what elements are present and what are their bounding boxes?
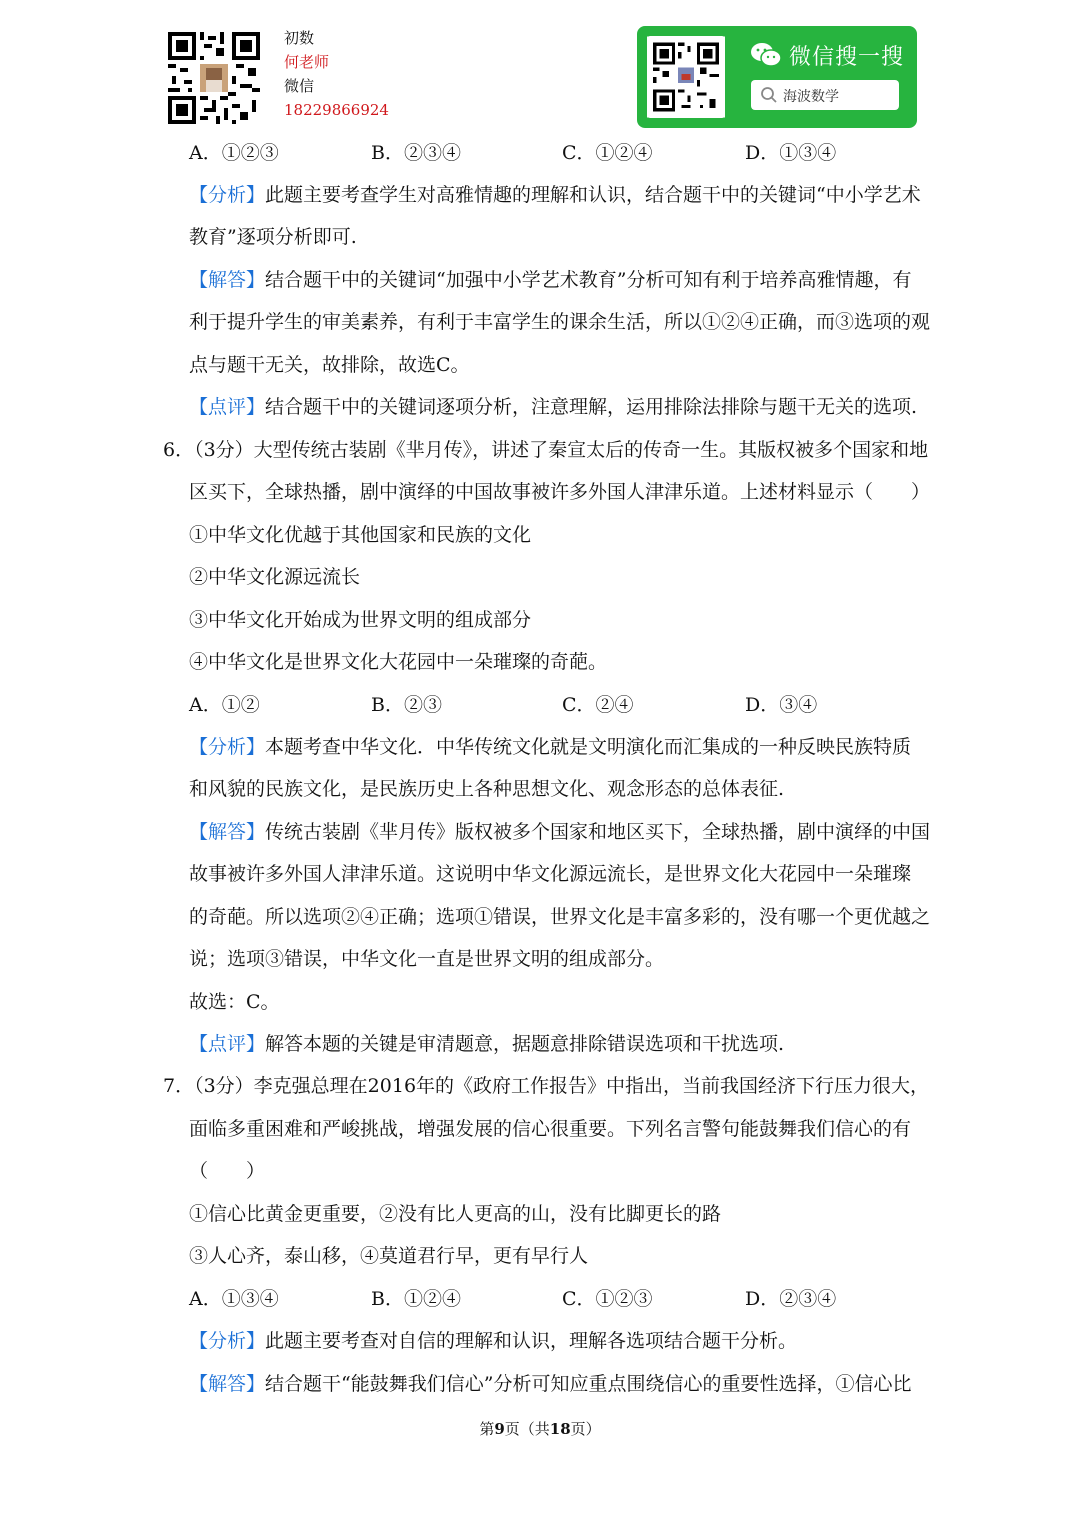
q6-option-a: A．①② — [189, 694, 260, 716]
q6-option-b: B．②③ — [371, 694, 442, 716]
comment-tag: 【点评】 — [189, 1033, 266, 1055]
q6-answer-line-3: 的奇葩。所以选项②④正确；选项①错误，世界文化是丰富多彩的，没有哪一个更优越之 — [189, 906, 931, 928]
q7-answer-line-1 — [189, 1371, 911, 1397]
analysis-tag: 【分析】 — [189, 1330, 266, 1352]
contact-teacher: 何老师 — [284, 53, 330, 71]
q6-comment-line — [189, 1031, 784, 1057]
q6-analysis-line-1 — [189, 734, 911, 760]
text: 结合题干“能鼓舞我们信心”分析可知应重点围绕信心的重要性选择，①信心比 — [265, 1373, 912, 1395]
text: 传统古装剧《芈月传》版权被多个国家和地区买下，全球热播，剧中演绎的中国 — [265, 821, 931, 843]
contact-phone: 18229866924 — [284, 101, 389, 119]
total-pages: 18 — [549, 1420, 571, 1438]
q5-option-c: C．①②④ — [562, 142, 653, 164]
q6-statement-4: ④中华文化是世界文化大花园中一朵璀璨的奇葩。 — [189, 651, 608, 673]
comment-tag: 【点评】 — [189, 396, 266, 418]
q6-analysis-line-2: 和风貌的民族文化，是民族历史上各种思想文化、观念形态的总体表征. — [189, 778, 785, 800]
q7-option-b: B．①②④ — [371, 1288, 461, 1310]
q7-analysis-line — [189, 1328, 797, 1354]
footer-middle: 页（共 — [504, 1420, 550, 1438]
contact-wechat-label: 微信 — [284, 77, 315, 95]
q6-answer-line-4: 说；选项③错误，中华文化一直是世界文明的组成部分。 — [189, 948, 665, 970]
contact-info — [284, 26, 389, 122]
footer-suffix: 页） — [570, 1420, 601, 1438]
answer-tag: 【解答】 — [189, 1373, 266, 1395]
q7-stem-line-1: 7．（3分）李克强总理在2016年的《政府工作报告》中指出，当前我国经济下行压力很大， — [163, 1075, 930, 1097]
q6-stem-line-2: 区买下，全球热播，剧中演绎的中国故事被许多外国人津津乐道。上述材料显示（ ） — [189, 481, 931, 503]
q7-option-d: D．②③④ — [745, 1288, 837, 1310]
text: 此题主要考查学生对高雅情趣的理解和认识，结合题干中的关键词“中小学艺术 — [265, 184, 921, 206]
q6-answer-line-1 — [189, 819, 930, 845]
q6-answer-choice: 故选：C。 — [189, 991, 280, 1013]
q6-answer-line-2: 故事被许多外国人津津乐道。这说明中华文化源远流长，是世界文化大花园中一朵璀璨 — [189, 863, 912, 885]
answer-tag: 【解答】 — [189, 269, 266, 291]
wechat-search-box[interactable] — [751, 80, 899, 110]
q7-stem-line-3: （ ） — [189, 1160, 266, 1182]
search-icon — [760, 86, 778, 104]
q7-statement-1: ①信心比黄金更重要，②没有比人更高的山，没有比脚更长的路 — [189, 1203, 722, 1225]
analysis-tag: 【分析】 — [189, 736, 266, 758]
wechat-search-text: 海波数学 — [783, 89, 839, 105]
qr-code-contact — [168, 32, 260, 124]
current-page: 9 — [494, 1420, 505, 1438]
text: 本题考查中华文化．中华传统文化就是文明演化而汇集成的一种反映民族特质 — [265, 736, 912, 758]
q5-answer-line-2: 利于提升学生的审美素养，有利于丰富学生的课余生活，所以①②④正确，而③选项的观 — [189, 311, 931, 333]
text: 结合题干中的关键词“加强中小学艺术教育”分析可知有利于培养高雅情趣，有 — [265, 269, 912, 291]
q5-answer-line-3: 点与题干无关，故排除，故选C。 — [189, 354, 470, 376]
q6-statement-1: ①中华文化优越于其他国家和民族的文化 — [189, 524, 532, 546]
q7-statement-2: ③人心齐，泰山移，④莫道君行早，更有早行人 — [189, 1245, 589, 1267]
q5-option-d: D．①③④ — [745, 142, 837, 164]
q5-comment-line — [189, 394, 917, 420]
q6-option-d: D．③④ — [745, 694, 818, 716]
q6-statement-2: ②中华文化源远流长 — [189, 566, 361, 588]
q5-analysis-line-1 — [189, 182, 921, 208]
q7-option-a: A．①③④ — [189, 1288, 279, 1310]
page-footer — [0, 1418, 1080, 1439]
contact-subject: 初数 — [284, 29, 315, 47]
text: 结合题干中的关键词逐项分析，注意理解，运用排除法排除与题干无关的选项. — [265, 396, 918, 418]
q6-stem-line-1: 6．（3分）大型传统古装剧《芈月传》，讲述了秦宣太后的传奇一生。其版权被多个国家和地 — [163, 439, 929, 461]
q6-option-c: C．②④ — [562, 694, 634, 716]
q5-option-b: B．②③④ — [371, 142, 461, 164]
q5-answer-line-1 — [189, 267, 911, 293]
wechat-search-title: 微信搜一搜 — [789, 45, 905, 70]
text: 解答本题的关键是审清题意，据题意排除错误选项和干扰选项. — [265, 1033, 785, 1055]
footer-prefix: 第 — [479, 1420, 495, 1438]
wechat-logo-icon — [750, 42, 782, 68]
q5-option-a: A．①②③ — [189, 142, 279, 164]
text: 此题主要考查对自信的理解和认识，理解各选项结合题干分析。 — [265, 1330, 798, 1352]
analysis-tag: 【分析】 — [189, 184, 266, 206]
q5-analysis-line-2: 教育”逐项分析即可. — [189, 226, 357, 248]
wechat-qr-code — [647, 36, 725, 118]
answer-tag: 【解答】 — [189, 821, 266, 843]
wechat-search-card[interactable] — [637, 26, 917, 128]
q7-stem-line-2: 面临多重困难和严峻挑战，增强发展的信心很重要。下列名言警句能鼓舞我们信心的有 — [189, 1118, 912, 1140]
q6-statement-3: ③中华文化开始成为世界文明的组成部分 — [189, 609, 532, 631]
q7-option-c: C．①②③ — [562, 1288, 653, 1310]
